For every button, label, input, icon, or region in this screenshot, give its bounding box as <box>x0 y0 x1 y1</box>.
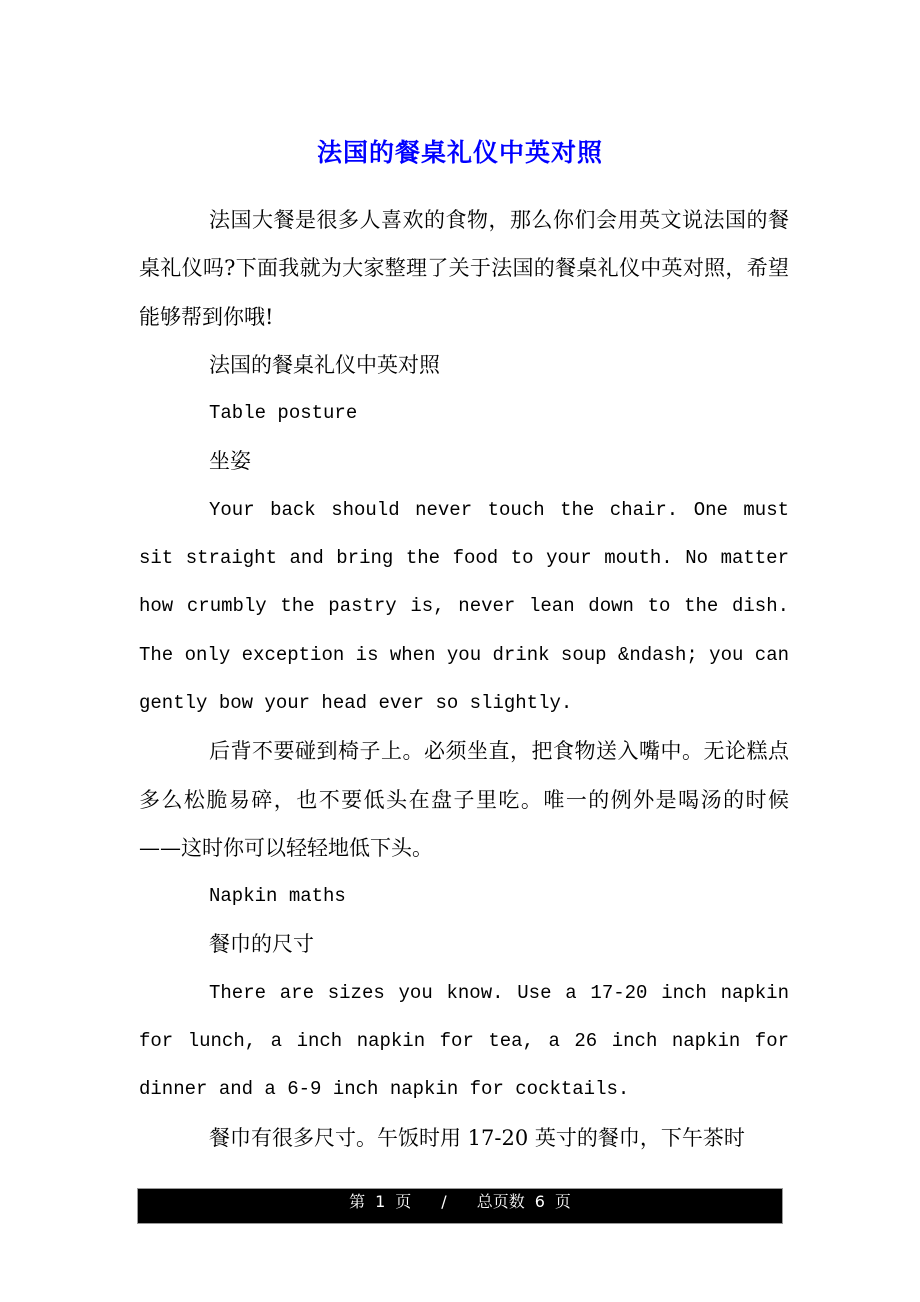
napkin-paragraph-en: There are sizes you know. Use a 17-20 inch napkin for lunch, a inch napkin for tea, a 26 inch napkin for dinner and a 6-9 inch napkin for cocktails. <box>139 981 789 1101</box>
subtitle-paragraph: 法国的餐桌礼仪中英对照 <box>209 352 440 377</box>
posture-paragraph-zh: 后背不要碰到椅子上。必须坐直，把食物送入嘴中。无论糕点多么松脆易碎，也不要低头在盘子里吃。唯一的例外是喝汤的时候——这时你可以轻轻地低下头。 <box>139 739 789 860</box>
section-heading-table-posture: Table posture <box>209 402 358 425</box>
napkin-paragraph-zh: 餐巾有很多尺寸。午饭时用 17-20 英寸的餐巾，下午茶时 <box>209 1125 745 1150</box>
posture-paragraph-en: Your back should never touch the chair. One must sit straight and bring the food to your mouth. No matter how crumbly the pastry is, never lean down to the dish. The only exception is when you drink soup &ndash; you can gently bow your head ever so slightly. <box>139 498 789 714</box>
document-body <box>139 196 789 1162</box>
page-indicator <box>138 1189 782 1215</box>
page-suffix: 页 <box>395 1192 412 1211</box>
section-heading-napkin-maths: Napkin maths <box>209 885 346 908</box>
intro-paragraph: 法国大餐是很多人喜欢的食物，那么你们会用英文说法国的餐桌礼仪吗?下面我就为大家整理了关于法国的餐桌礼仪中英对照，希望能够帮到你哦! <box>139 208 789 329</box>
total-pages-number: 6 <box>534 1192 545 1211</box>
section-heading-zh-posture: 坐姿 <box>209 449 251 474</box>
current-page-number: 1 <box>375 1192 386 1211</box>
page-prefix: 第 <box>349 1192 366 1211</box>
total-pages-prefix: 总页数 <box>476 1192 525 1211</box>
page-footer-bar <box>137 1188 783 1224</box>
page-separator: / <box>441 1192 447 1211</box>
section-heading-zh-napkin: 餐巾的尺寸 <box>209 932 314 957</box>
document-title: 法国的餐桌礼仪中英对照 <box>316 137 603 167</box>
total-pages-suffix: 页 <box>554 1192 571 1211</box>
